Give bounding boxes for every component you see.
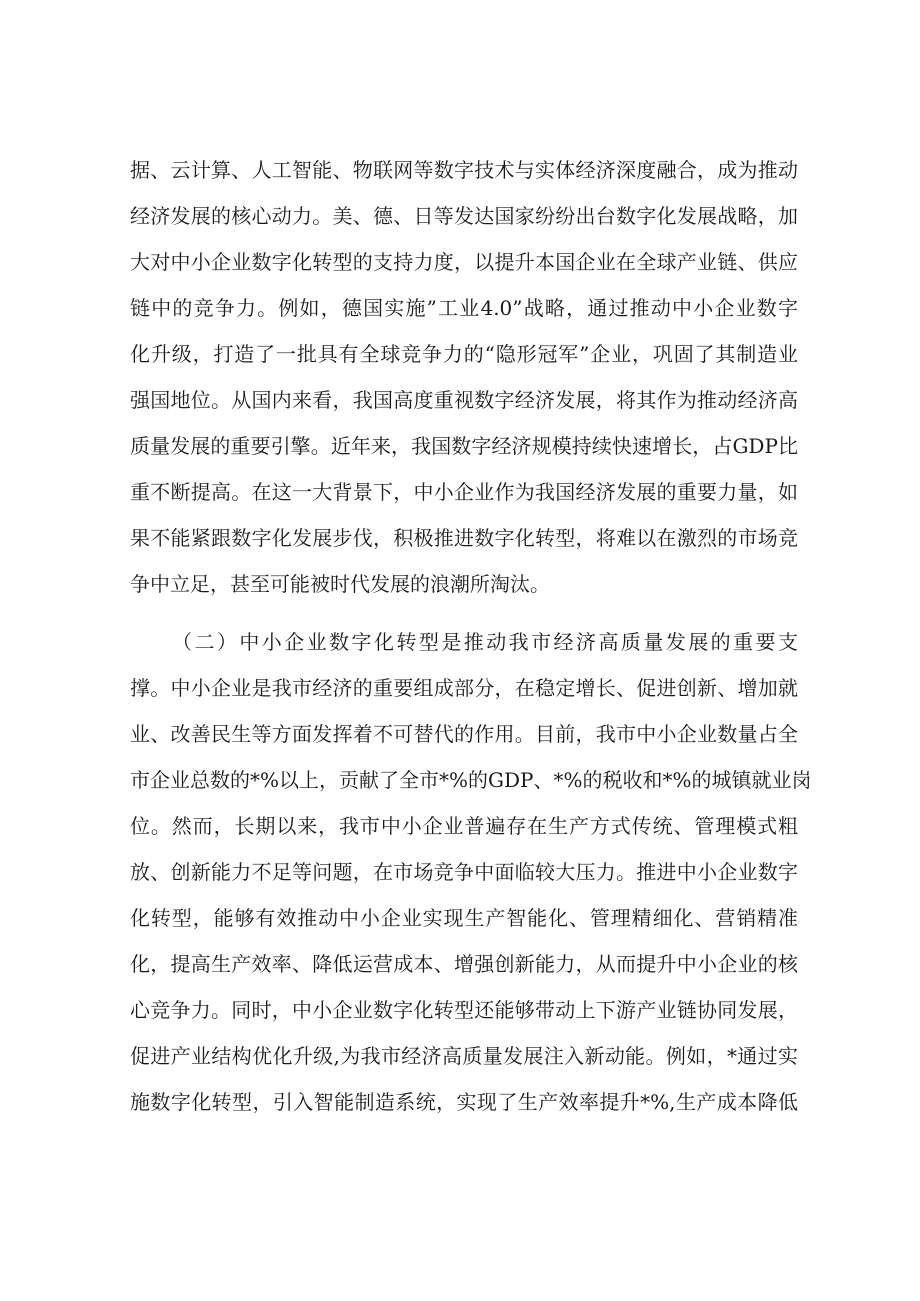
paragraph-2-line-7: 化转型，能够有效推动中小企业实现生产智能化、管理精细化、营销精准: [130, 906, 798, 930]
paragraph-1-line-1: 据、云计算、人工智能、物联网等数字技术与实体经济深度融合，成为推动: [130, 158, 798, 182]
paragraph-1-line-10: 争中立足，甚至可能被时代发展的浪潮所淘汰。: [130, 572, 550, 596]
paragraph-2-line-9: 心竞争力。同时，中小企业数字化转型还能够带动上下游产业链协同发展，: [130, 998, 798, 1022]
paragraph-1-line-7: 质量发展的重要引擎。近年来，我国数字经济规模持续快速增长，占GDP比: [130, 434, 798, 458]
paragraph-2-line-1: （二）中小企业数字化转型是推动我市经济高质量发展的重要支: [172, 630, 798, 654]
paragraph-1-line-8: 重不断提高。在这一大背景下，中小企业作为我国经济发展的重要力量，如: [130, 480, 798, 504]
paragraph-2-line-3: 业、改善民生等方面发挥着不可替代的作用。目前，我市中小企业数量占全: [130, 722, 798, 746]
paragraph-1-line-3: 大对中小企业数字化转型的支持力度，以提升本国企业在全球产业链、供应: [130, 250, 798, 274]
paragraph-2-line-5: 位。然而，长期以来，我市中小企业普遍存在生产方式传统、管理模式粗: [130, 814, 798, 838]
paragraph-2-line-11: 施数字化转型，引入智能制造系统，实现了生产效率提升*%,生产成本降低: [130, 1090, 798, 1114]
paragraph-1-line-6: 强国地位。从国内来看，我国高度重视数字经济发展，将其作为推动经济高: [130, 388, 798, 412]
paragraph-1-line-4: 链中的竞争力。例如，德国实施”工业4.0”战略，通过推动中小企业数字: [130, 296, 798, 320]
paragraph-2-line-6: 放、创新能力不足等问题，在市场竞争中面临较大压力。推进中小企业数字: [130, 860, 798, 884]
paragraph-2-line-4: 市企业总数的*%以上，贡献了全市*%的GDP、*%的税收和*%的城镇就业岗: [130, 768, 812, 792]
paragraph-1-line-9: 果不能紧跟数字化发展步伐，积极推进数字化转型，将难以在激烈的市场竞: [130, 526, 798, 550]
paragraph-2-line-2: 撑。中小企业是我市经济的重要组成部分，在稳定增长、促进创新、增加就: [130, 676, 798, 700]
paragraph-1-line-5: 化升级，打造了一批具有全球竞争力的“隐形冠军”企业，巩固了其制造业: [130, 342, 798, 366]
paragraph-1-line-2: 经济发展的核心动力。美、德、日等发达国家纷纷出台数字化发展战略，加: [130, 204, 798, 228]
paragraph-2-line-10: 促进产业结构优化升级,为我市经济高质量发展注入新动能。例如，*通过实: [130, 1044, 798, 1068]
paragraph-2-line-8: 化，提高生产效率、降低运营成本、增强创新能力，从而提升中小企业的核: [130, 952, 798, 976]
